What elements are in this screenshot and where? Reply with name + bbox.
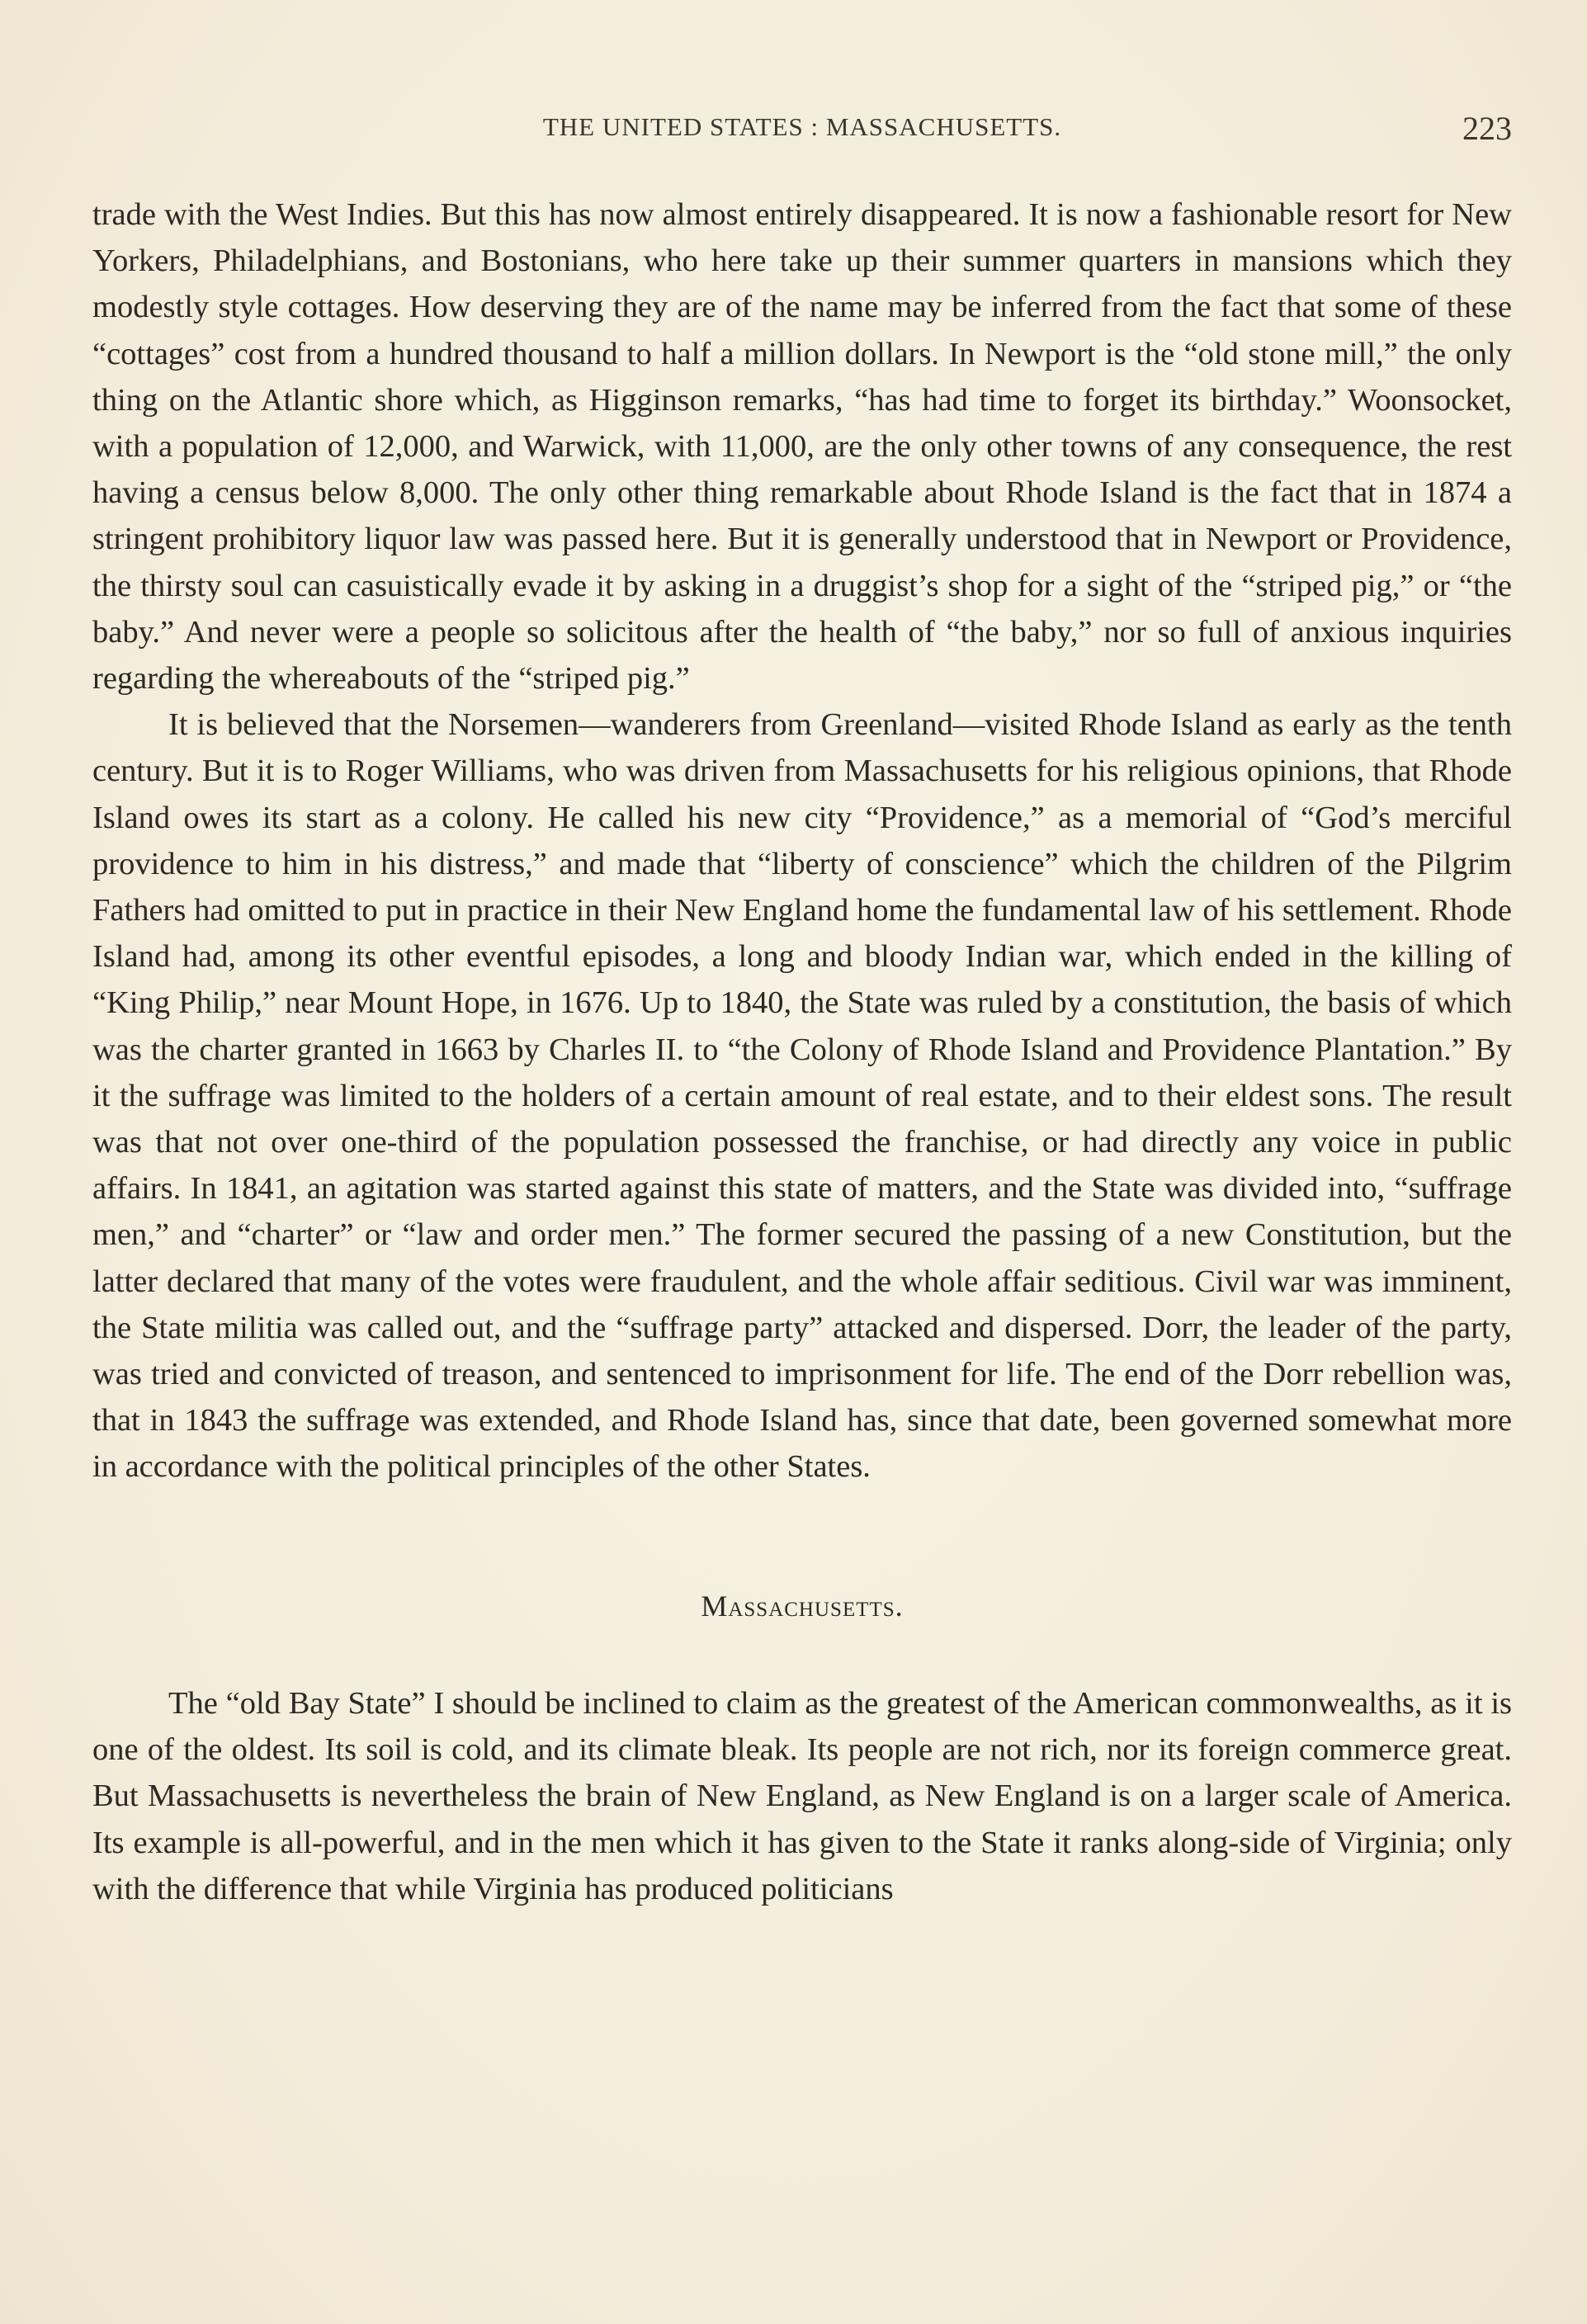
paragraph-rhode-island-history: It is believed that the Norsemen—wanderers from Greenland—visited Rhode Island as early as the tenth century. But it is to Roger Williams, who was driven from Massachusetts for his religious opinions, that Rhode Island owes its start as a colony. He called his new city “Providence,” as a memorial of “God’s merciful providence to him in his distress,” and made that “liberty of conscience” which the children of the Pilgrim Fathers had omitted to put in practice in their New England home the fundamental law of his settlement. Rhode Island had, among its other eventful episodes, a long and bloody Indian war, which ended in the killing of “King Philip,” near Mount Hope, in 1676. Up to 1840, the State was ruled by a constitution, the basis of which was the charter granted in 1663 by Charles II. to “the Colony of Rhode Island and Providence Plantation.” By it the suffrage was limited to the holders of a certain amount of real estate, and to their eldest sons. The result was that not over one-third of the population possessed the franchise, or had directly any voice in public affairs. In 1841, an agitation was started against this state of matters, and the State was divided into, “suffrage men,” and “charter” or “law and order men.” The former secured the passing of a new Constitution, but the latter declared that many of the votes were fraudulent, and the whole affair seditious. Civil war was imminent, the State militia was called out, and the “suffrage party” attacked and dispersed. Dorr, the leader of the party, was tried and convicted of treason, and sentenced to imprisonment for life. The end of the Dorr rebellion was, that in 1843 the suffrage was extended, and Rhode Island has, since that date, been governed somewhat more in accordance with the political principles of the other States. (92, 707, 1512, 1485)
body-text (92, 191, 1512, 1912)
paragraph-massachusetts: The “old Bay State” I should be inclined to claim as the greatest of the American commonwealths, as it is one of the oldest. Its soil is cold, and its climate bleak. Its people are not rich, nor its foreign commerce great. But Massachusetts is nevertheless the brain of New England, as New England is on a larger scale of America. Its example is all-powerful, and in the men which it has given to the State it ranks along-side of Virginia; only with the difference that while Virginia has produced politicians (92, 1685, 1512, 1906)
paragraph-continued: trade with the West Indies. But this has now almost entirely disappeared. It is now a fashionable resort for New Yorkers, Philadelphians, and Bostonians, who here take up their summer quarters in mansions which they modestly style cottages. How deserving they are of the name may be inferred from the fact that some of these “cottages” cost from a hundred thousand to half a million dollars. In Newport is the “old stone mill,” the only thing on the Atlantic shore which, as Higginson remarks, “has had time to forget its birthday.” Woonsocket, with a population of 12,000, and Warwick, with 11,000, are the only other towns of any consequence, the rest having a census below 8,000. The only other thing remarkable about Rhode Island is the fact that in 1874 a stringent prohibitory liquor law was passed here. But it is generally understood that in Newport or Providence, the thirsty soul can casuistically evade it by asking in a druggist’s shop for a sight of the “striped pig,” or “the baby.” And never were a people so solicitous after the health of “the baby,” nor so full of anxious inquiries regarding the whereabouts of the “striped pig.” (92, 197, 1512, 697)
page-number: 223 (1462, 110, 1512, 147)
running-title: THE UNITED STATES : MASSACHUSETTS. (542, 112, 1062, 141)
page-header (92, 106, 1512, 155)
section-heading: Massachusetts. (701, 1589, 904, 1623)
